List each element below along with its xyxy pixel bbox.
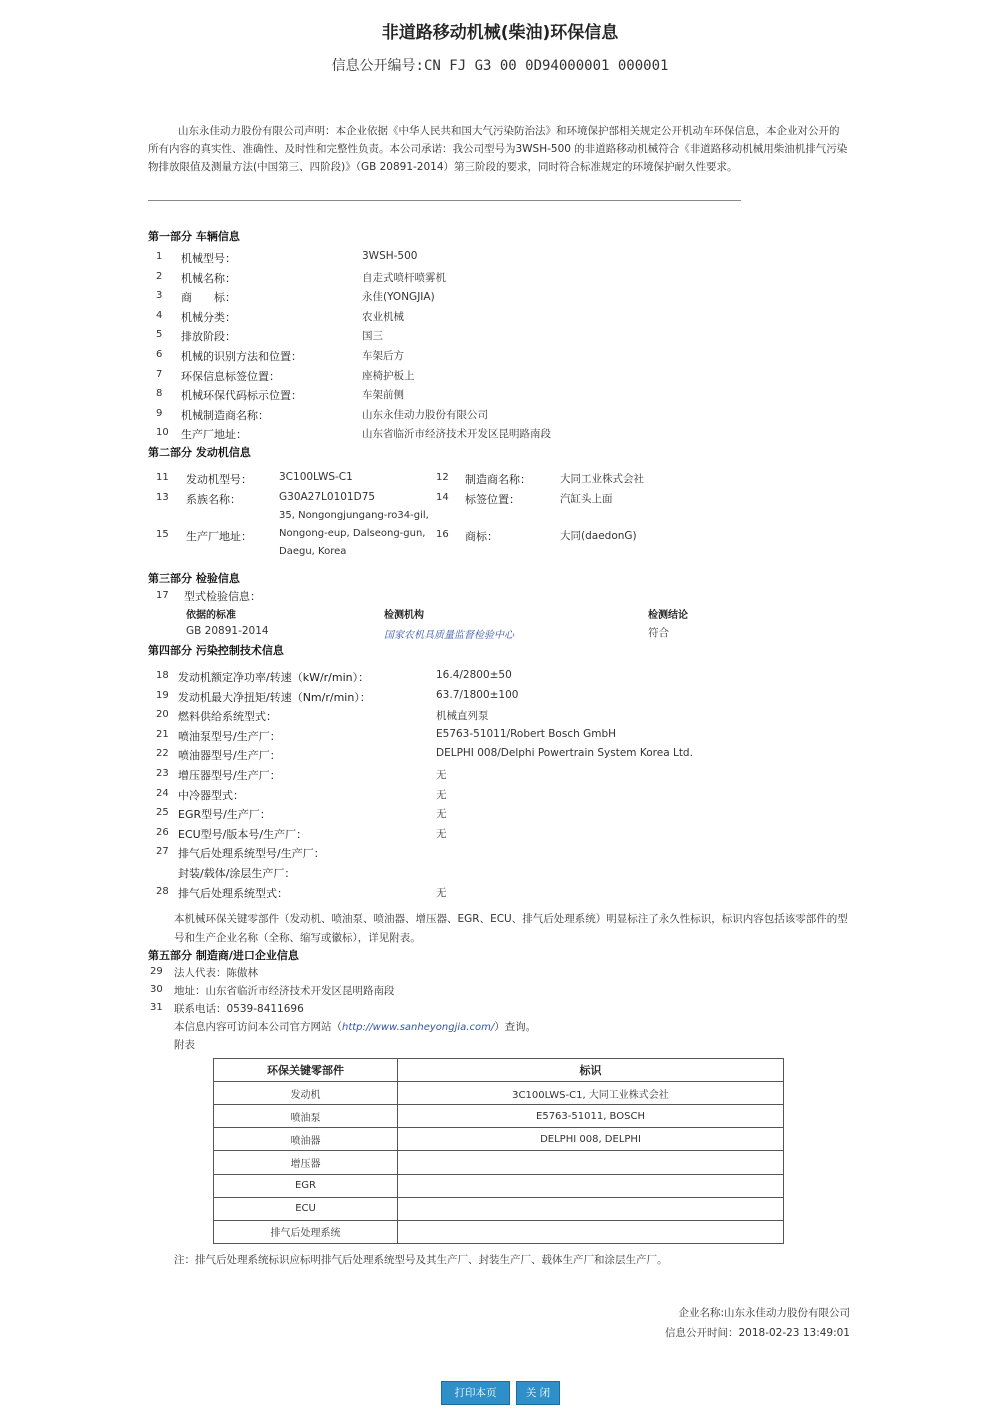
item-number: 26 — [156, 827, 169, 838]
item-number: 5 — [156, 329, 163, 340]
footer-company: 企业名称:山东永佳动力股份有限公司 — [678, 1307, 850, 1319]
col-header-agency: 检测机构 — [384, 610, 424, 621]
item-number: 30 — [150, 984, 163, 995]
item-value: 无 — [436, 769, 447, 781]
item-value: DELPHI 008/Delphi Powertrain System Korea Ltd. — [436, 747, 693, 759]
item-value: 国三 — [362, 330, 383, 342]
item-label: 发动机额定净功率/转速（kW/r/min）： — [178, 671, 370, 684]
inspection-conclusion: 符合 — [648, 627, 669, 639]
section-heading-manufacturer: 第五部分 制造商/进口企业信息 — [148, 949, 299, 962]
table-row — [214, 1220, 784, 1243]
mark-cell: E5763-51011, BOSCH — [398, 1105, 784, 1128]
item-text: 联系电话：0539-8411696 — [174, 1003, 304, 1015]
section-heading-inspection: 第三部分 检验信息 — [148, 572, 240, 585]
item-number: 8 — [156, 388, 163, 399]
item-number: 17 — [156, 590, 169, 601]
item-number: 6 — [156, 349, 163, 360]
item-label: 机械型号： — [181, 252, 236, 265]
item-number: 1 — [156, 251, 163, 262]
item-number: 25 — [156, 807, 169, 818]
item-label: 环保信息标签位置： — [181, 370, 280, 383]
item-label: 商标： — [465, 530, 498, 543]
website-suffix: ）查询。 — [494, 1021, 537, 1033]
item-label: 增压器型号/生产厂： — [178, 769, 281, 782]
item-number: 19 — [156, 690, 169, 701]
item-value: 无 — [436, 828, 447, 840]
item-label: 制造商名称： — [465, 473, 531, 486]
item-value: 无 — [436, 789, 447, 801]
mark-cell: 3C100LWS-C1, 大同工业株式会社 — [398, 1082, 784, 1105]
item-label: 封装/载体/涂层生产厂： — [178, 867, 296, 880]
table-row — [214, 1151, 784, 1174]
item-value: 山东省临沂市经济技术开发区昆明路南段 — [362, 428, 551, 440]
item-value: 自走式喷杆喷雾机 — [362, 272, 446, 284]
table-header-component: 环保关键零部件 — [214, 1059, 398, 1082]
mark-cell — [398, 1151, 784, 1174]
item-label: 标签位置： — [465, 493, 520, 506]
item-number: 4 — [156, 310, 163, 321]
mark-cell — [398, 1197, 784, 1220]
item-label: 发动机最大净扭矩/转速（Nm/r/min）： — [178, 691, 371, 704]
website-prefix: 本信息内容可访问本公司官方网站（ — [174, 1021, 342, 1033]
item-label: 机械的识别方法和位置： — [181, 350, 302, 363]
appendix-footnote: 注：排气后处理系统标识应标明排气后处理系统型号及其生产厂、封装生产厂、载体生产厂和涂层生产厂。 — [174, 1254, 668, 1266]
item-number: 16 — [436, 529, 449, 540]
col-header-conclusion: 检测结论 — [648, 610, 688, 621]
mark-cell: DELPHI 008, DELPHI — [398, 1128, 784, 1151]
item-number: 24 — [156, 788, 169, 799]
item-value: 车架前侧 — [362, 389, 404, 401]
table-row — [214, 1128, 784, 1151]
document-title: 非道路移动机械(柴油)环保信息 — [381, 23, 619, 43]
item-value: 3C100LWS-C1 — [279, 471, 353, 483]
component-cell: 排气后处理系统 — [214, 1220, 398, 1243]
component-cell: 发动机 — [214, 1082, 398, 1105]
item-number: 11 — [156, 472, 169, 483]
component-cell: ECU — [214, 1197, 398, 1220]
website-note — [174, 1019, 536, 1034]
item-label: 中冷器型式： — [178, 789, 244, 802]
inspection-agency-link[interactable]: 国家农机具质量监督检验中心 — [384, 630, 514, 641]
component-cell: 增压器 — [214, 1151, 398, 1174]
item-number: 22 — [156, 748, 169, 759]
info-number: 信息公开编号:CN FJ G3 00 0D94000001 000001 — [331, 58, 669, 74]
item-value: 永佳(YONGJIA) — [362, 291, 435, 303]
item-label: 排放阶段： — [181, 330, 236, 343]
item-number: 12 — [436, 472, 449, 483]
item-label: 燃料供给系统型式： — [178, 710, 277, 723]
item-value: 无 — [436, 808, 447, 820]
item-number: 29 — [150, 966, 163, 977]
item-value: 车架后方 — [362, 350, 404, 362]
item-value: 农业机械 — [362, 311, 404, 323]
table-row — [214, 1082, 784, 1105]
item-value: 山东永佳动力股份有限公司 — [362, 409, 488, 421]
item-label: 商 标： — [181, 291, 236, 304]
item-value: 座椅护板上 — [362, 370, 415, 382]
website-link[interactable]: http://www.sanheyongjia.com/ — [342, 1022, 495, 1033]
company-statement: 山东永佳动力股份有限公司声明：本企业依据《中华人民共和国大气污染防治法》和环境保护部相关规定公开机动车环保信息，本企业对公开的所有内容的真实性、准确性、及时性和完整性负责。本公司承诺：我公司型号为3WSH-500 的非道路移动机械符合《非道路移动机械用柴油机排气污染物排放限值及测量方法(中国第三、四阶段)》（GB 20891-2014）第三阶段的要求，同时符合标准规定的环境保护耐久性要求。 — [148, 125, 848, 173]
item-label: 排气后处理系统型号/生产厂： — [178, 847, 325, 860]
item-label: 发动机型号： — [186, 473, 252, 486]
table-row — [214, 1197, 784, 1220]
component-cell: 喷油器 — [214, 1128, 398, 1151]
item-text: 地址：山东省临沂市经济技术开发区昆明路南段 — [174, 985, 395, 997]
mark-cell — [398, 1174, 784, 1197]
item-value: E5763-51011/Robert Bosch GmbH — [436, 728, 617, 740]
item-value: 大同(daedonG) — [560, 530, 637, 542]
table-header-mark: 标识 — [398, 1059, 784, 1082]
item-label: 生产厂地址： — [186, 530, 252, 543]
footer-time: 信息公开时间：2018-02-23 13:49:01 — [664, 1327, 850, 1339]
item-number: 2 — [156, 271, 163, 282]
section-heading-pollution: 第四部分 污染控制技术信息 — [148, 644, 284, 657]
item-label: 机械分类： — [181, 311, 236, 324]
address-line: Daegu, Korea — [279, 546, 347, 557]
item-number: 10 — [156, 427, 169, 438]
item-label: EGR型号/生产厂： — [178, 808, 271, 821]
print-button[interactable]: 打印本页 — [441, 1381, 510, 1405]
item-label: 机械环保代码标示位置： — [181, 389, 302, 402]
section-heading-engine: 第二部分 发动机信息 — [148, 446, 251, 459]
item-number: 18 — [156, 670, 169, 681]
table-row — [214, 1174, 784, 1197]
item-label: 排气后处理系统型式： — [178, 887, 288, 900]
item-value: 63.7/1800±100 — [436, 689, 519, 701]
item-label: 喷油泵型号/生产厂： — [178, 730, 281, 743]
item-number: 21 — [156, 729, 169, 740]
item-value: G30A27L0101D75 — [279, 491, 376, 503]
item-label: 生产厂地址： — [181, 428, 247, 441]
close-button[interactable]: 关 闭 — [516, 1381, 560, 1405]
item-value: 机械直列泵 — [436, 710, 489, 722]
section-heading-vehicle: 第一部分 车辆信息 — [148, 230, 240, 243]
item-number: 13 — [156, 492, 169, 503]
item-value: 大同工业株式会社 — [560, 473, 644, 485]
item-text: 法人代表：陈傲林 — [174, 967, 258, 979]
item-value: 3WSH-500 — [362, 250, 418, 262]
item-label: ECU型号/版本号/生产厂： — [178, 828, 308, 841]
item-number: 31 — [150, 1002, 163, 1013]
item-label: 系族名称： — [186, 493, 241, 506]
item-number: 27 — [156, 846, 169, 857]
components-note: 本机械环保关键零部件（发动机、喷油泵、喷油器、增压器、EGR、ECU、排气后处理系统）明显标注了永久性标识，标识内容包括该零部件的型号和生产企业名称（全称、缩写或徽标），详见附表。 — [174, 913, 848, 944]
item-number: 15 — [156, 529, 169, 540]
mark-cell — [398, 1220, 784, 1243]
item-label: 型式检验信息： — [184, 590, 261, 603]
address-line: Nongong-eup, Dalseong-gun, — [279, 528, 426, 539]
item-label: 机械名称： — [181, 272, 236, 285]
item-number: 14 — [436, 492, 449, 503]
item-number: 23 — [156, 768, 169, 779]
item-number: 3 — [156, 290, 163, 301]
appendix-label: 附表 — [174, 1039, 195, 1051]
component-cell: EGR — [214, 1174, 398, 1197]
col-header-standard: 依据的标准 — [186, 610, 236, 621]
item-value: 16.4/2800±50 — [436, 669, 512, 681]
inspection-standard: GB 20891-2014 — [186, 625, 269, 637]
divider — [148, 200, 741, 201]
address-line: 35, Nongongjungang-ro34-gil, — [279, 510, 429, 521]
table-header-row — [214, 1059, 784, 1082]
item-number: 20 — [156, 709, 169, 720]
item-label: 喷油器型号/生产厂： — [178, 749, 281, 762]
item-number: 9 — [156, 408, 163, 419]
appendix-table — [213, 1058, 784, 1244]
item-number: 28 — [156, 886, 169, 897]
item-value: 无 — [436, 887, 447, 899]
item-number: 7 — [156, 369, 163, 380]
component-cell: 喷油泵 — [214, 1105, 398, 1128]
table-row — [214, 1105, 784, 1128]
item-label: 机械制造商名称： — [181, 409, 269, 422]
item-value: 汽缸头上面 — [560, 493, 613, 505]
